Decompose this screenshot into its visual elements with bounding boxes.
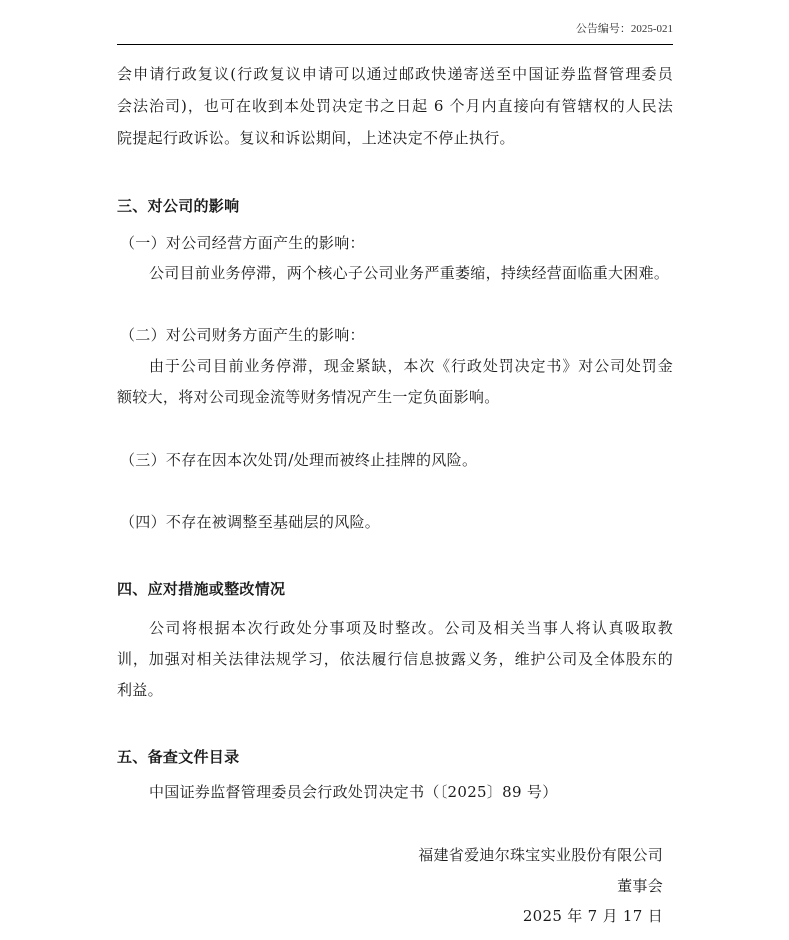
- paragraph-line: 利益。: [117, 681, 163, 699]
- paragraph-line: 训，加强对相关法律法规学习，依法履行信息披露义务，维护公司及全体股东的: [117, 650, 673, 668]
- reference-document-item: 中国证券监督管理委员会行政处罚决定书（〔2025〕89 号）: [149, 783, 558, 801]
- subsection-title: （一）对公司经营方面产生的影响：: [120, 234, 365, 252]
- announcement-code: 公告编号：2025-021: [575, 23, 673, 35]
- paragraph-line: 会法治司)，也可在收到本处罚决定书之日起 6 个月内直接向有管辖权的人民法: [117, 97, 673, 115]
- company-name: 福建省爱迪尔珠宝实业股份有限公司: [418, 846, 663, 864]
- subsection-title: （三）不存在因本次处罚/处理而被终止挂牌的风险。: [120, 451, 478, 469]
- paragraph-line: 公司目前业务停滞，两个核心子公司业务严重萎缩，持续经营面临重大困难。: [149, 264, 670, 282]
- paragraph-line: 额较大，将对公司现金流等财务情况产生一定负面影响。: [117, 388, 500, 406]
- paragraph-line: 会申请行政复议(行政复议申请可以通过邮政快递寄送至中国证券监督管理委员: [117, 65, 673, 83]
- subsection-title: （四）不存在被调整至基础层的风险。: [120, 513, 381, 531]
- subsection-title: （二）对公司财务方面产生的影响：: [120, 326, 365, 344]
- paragraph-line: 院提起行政诉讼。复议和诉讼期间，上述决定不停止执行。: [117, 129, 515, 147]
- section-title: 三、对公司的影响: [117, 197, 240, 215]
- section-title: 五、备查文件目录: [117, 748, 240, 766]
- paragraph-line: 公司将根据本次行政处分事项及时整改。公司及相关当事人将认真吸取教: [149, 619, 673, 637]
- board-label: 董事会: [617, 877, 663, 895]
- signature-date: 2025 年 7 月 17 日: [522, 907, 663, 925]
- page-header: [117, 18, 673, 45]
- section-title: 四、应对措施或整改情况: [117, 580, 286, 598]
- paragraph-line: 由于公司目前业务停滞，现金紧缺，本次《行政处罚决定书》对公司处罚金: [149, 357, 673, 375]
